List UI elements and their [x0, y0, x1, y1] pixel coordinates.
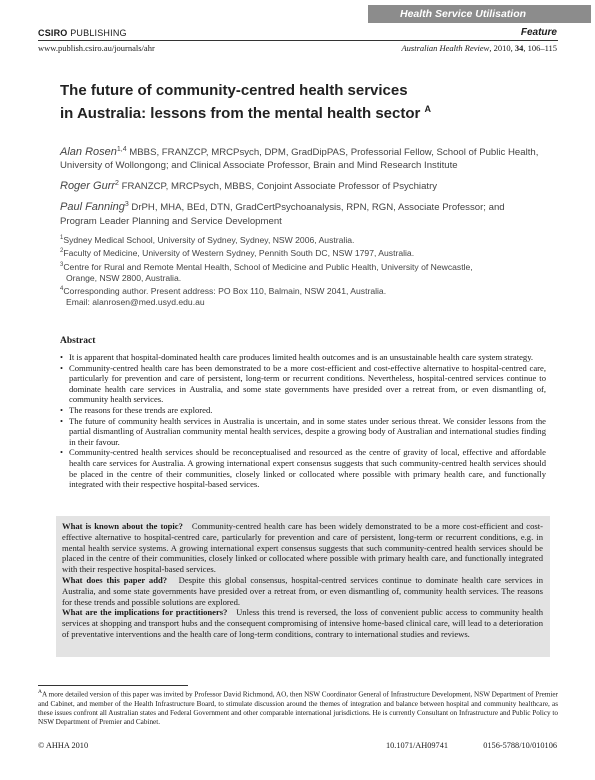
author-list [60, 143, 540, 233]
section-tag: Health Service Utilisation [368, 5, 591, 23]
corresponding-email[interactable]: Email: alanrosen@med.usyd.edu.au [66, 297, 205, 308]
copyright: © AHHA 2010 [38, 741, 89, 750]
affiliation: $^3$Centre for Rural and Remote Mental Health, School of Medicine and Public Health, University of Newcastle, [60, 261, 473, 272]
author-entry: Alan Rosen$^{1,4}$ MBBS, FRANZCP, MRCPsych, DPM, GradDipPAS, Professorial Fellow, School of Public Health, University of Wollongong; and Clinical Associate Professor, Brain and Mind Research Institute [60, 146, 539, 172]
article-title: The future of community-centred health services in Australia: lessons from the mental health sector $^A$ [60, 82, 432, 122]
summary-box [56, 516, 550, 657]
abstract-body [60, 352, 546, 490]
publisher-name: CSIRO PUBLISHING [38, 28, 127, 38]
author-entry: Roger Gurr$^2$ FRANZCP, MRCPsych, MBBS, Conjoint Associate Professor of Psychiatry [60, 180, 438, 193]
abstract-heading: Abstract [60, 336, 96, 346]
journal-citation: Australian Health Review, 2010, 34, 106–115 [401, 43, 557, 53]
journal-url[interactable]: www.publish.csiro.au/journals/ahr [38, 43, 155, 53]
affiliations [60, 233, 530, 309]
affiliation: $^2$Faculty of Medicine, University of Western Sydney, Pennith South DC, NSW 1797, Australia. [60, 248, 415, 259]
author-entry: Paul Fanning$^3$ DrPH, MHA, BEd, DTN, GradCertPsychoanalysis, RPN, RGN, Associate Professor; and Program Leader Planning and Service Development [60, 201, 505, 227]
issn: 0156-5788/10/010106 [483, 741, 557, 750]
affiliation: $^1$Sydney Medical School, University of Sydney, Sydney, NSW 2006, Australia. [60, 234, 355, 245]
summary-known: What is known about the topic? Community-centred health care has been widely demonstrated to be a more cost-efficient and cost-effective alternative to hospital-centred care, particularly for prevention and care of persistent, long-term or recurrent conditions, e.g. in mental health service systems. A growing international expert consensus suggests that such community-centred health services should be placed in the centre of their communities, closely linked or collocated where possible with primary health care, and functionally integrated with their respective hospital-based services. [62, 521, 543, 575]
affiliation: $^4$Corresponding author. Present address: PO Box 110, Balmain, NSW 2041, Australia. [60, 286, 387, 297]
doi[interactable]: 10.1071/AH09741 [386, 741, 448, 750]
footnote: $^A$A more detailed version of this paper was invited by Professor David Richmond, AO, then NSW Coordinator General of Infrastructure Development, NSW Department of Premier and Cabinet, and member of the Health Infrastructure Board, to stimulate discussion around the themes of integration and balance between hospital and community healthcare, as these issues confront all Australian states and Federal Government and other comparable international jurisdictions. He is currently Consultant on Infrastructure and Public Policy to NSW Department of Premier and Cabinet. [38, 689, 558, 727]
abstract-bullet: • The reasons for these trends are explored. [60, 405, 546, 416]
abstract-bullet: • Community-centred health services should be reconceptualised and resourced as the centre of gravity of local, effective and affordable health care services for Australia. A growing international expert consensus suggests that such community-centred health services should be placed in the centre of their communities, closely linked or collocated where possible with primary health care, and functionally integrated with their respective hospital-based services. [60, 447, 546, 489]
summary-implications: What are the implications for practitioners? Unless this trend is reversed, the loss of convenient public access to community health services at shopping and transport hubs and the consequent compromising of intensive home-based clinical care, will lead to a deterioration of preventative interventions and the health care of long-term conditions, contrary to international studies and reviews. [62, 607, 543, 639]
article-type: Feature [520, 27, 557, 38]
abstract-bullet: • It is apparent that hospital-dominated health care produces limited health outcomes and is an unsustainable health care system strategy. [60, 352, 546, 363]
header-rule [38, 40, 558, 41]
summary-adds: What does this paper add? Despite this global consensus, hospital-centred services continue to dominate health care services in Australia, and some state governments have presided over a retreat from, or even dismantling of, community health services. The reasons for these trends and possible solutions are explored. [62, 574, 543, 607]
abstract-bullet: • The future of community health services in Australia is uncertain, and in some states under serious threat. We consider lessons from the partial dismantling of Australian community mental health services, despite a growing body of Australian and international studies finding in their favour. [60, 416, 546, 448]
affiliation-continued: Orange, NSW 2800, Australia. [66, 272, 182, 283]
footnote-rule [38, 685, 188, 686]
abstract-bullet: • Community-centred health care has been demonstrated to be a more cost-efficient and cost-effective alternative to hospital-centred care, particularly for prevention and care of persistent, long-term or recurrent conditions. Nevertheless, hospital-centred services continue to dominate health care services in Australia, and some state governments have presided over a retreat from, or even dismantling of, community health services. [60, 363, 546, 405]
